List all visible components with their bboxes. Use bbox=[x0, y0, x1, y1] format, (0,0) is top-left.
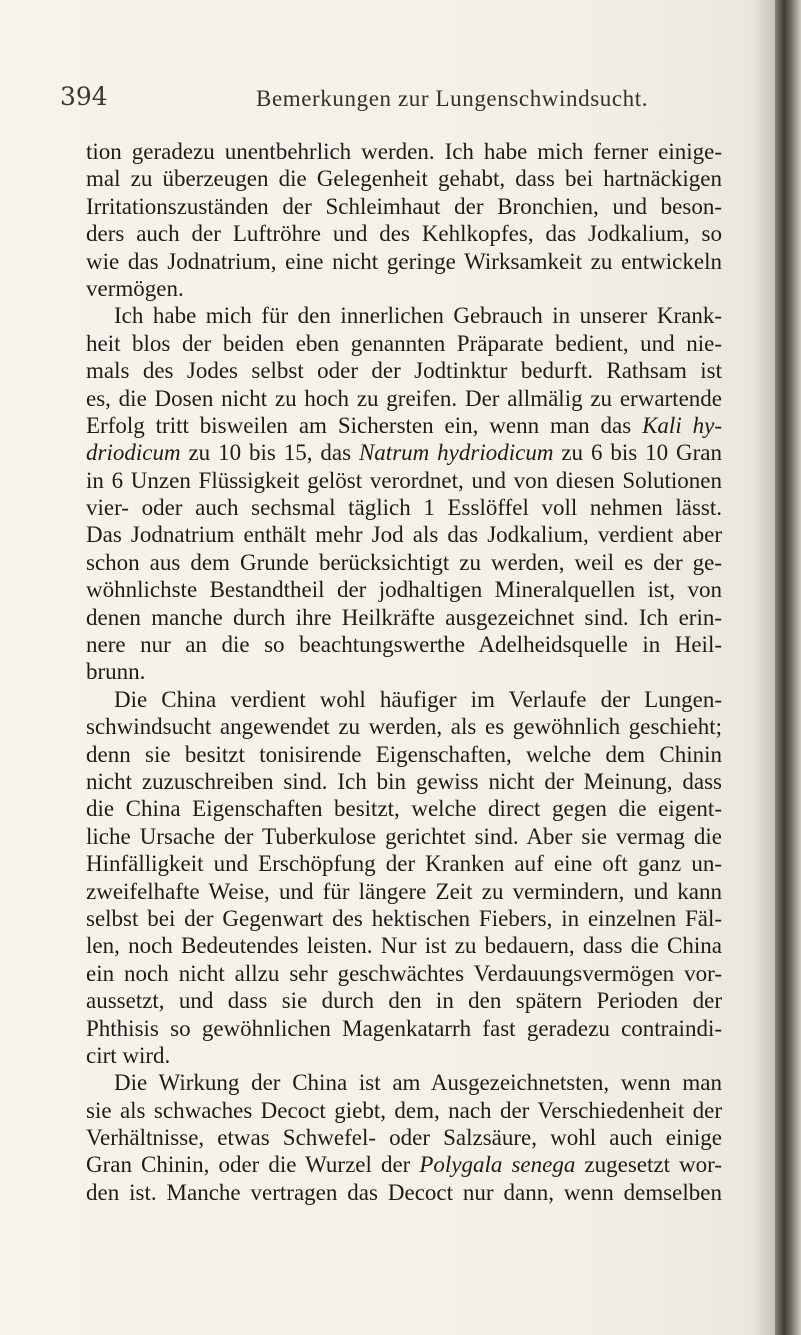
line-text: zugesetzt wor- bbox=[575, 1152, 722, 1178]
text-line bbox=[86, 330, 722, 357]
line-text: brunn. bbox=[86, 659, 146, 685]
text-line bbox=[86, 1151, 722, 1178]
line-text: vier- oder auch sechsmal täglich 1 Esslöffel voll nehmen lässt. bbox=[86, 495, 722, 521]
text-line bbox=[86, 467, 722, 494]
text-line bbox=[86, 686, 722, 713]
text-line bbox=[86, 658, 722, 685]
line-text: zweifelhafte Weise, und für längere Zeit zu vermindern, und kann bbox=[86, 878, 722, 904]
line-text: sie als schwaches Decoct giebt, dem, nach der Verschiedenheit der bbox=[86, 1097, 722, 1123]
text-line bbox=[86, 713, 722, 740]
line-text: cirt wird. bbox=[86, 1042, 171, 1068]
line-text: schwindsucht angewendet zu werden, als es gewöhnlich geschieht; bbox=[86, 714, 722, 740]
line-text: Verhältnisse, etwas Schwefel- oder Salzsäure, wohl auch einige bbox=[86, 1125, 722, 1151]
line-text: zu 10 bis 15, das bbox=[180, 440, 359, 466]
text-line bbox=[86, 823, 722, 850]
text-line bbox=[86, 357, 722, 384]
page-number: 394 bbox=[60, 82, 108, 111]
binding-shadow bbox=[753, 0, 775, 1335]
text-line bbox=[86, 905, 722, 932]
text-line bbox=[86, 795, 722, 822]
text-line bbox=[86, 1015, 722, 1042]
text-line bbox=[86, 1179, 722, 1206]
text-line bbox=[86, 549, 722, 576]
italic-term: driodicum bbox=[86, 440, 181, 466]
line-text: Ich habe mich für den innerlichen Gebrauch in unserer Krank- bbox=[114, 303, 722, 329]
text-line bbox=[86, 987, 722, 1014]
text-line bbox=[86, 768, 722, 795]
text-line bbox=[86, 439, 722, 466]
text-line bbox=[86, 604, 722, 631]
text-line bbox=[86, 302, 722, 329]
binding-edge bbox=[775, 0, 801, 1335]
text-line bbox=[86, 193, 722, 220]
page-header bbox=[60, 82, 710, 114]
line-text: liche Ursache der Tuberkulose gerichtet sind. Aber sie vermag die bbox=[86, 823, 722, 849]
line-text: wie das Jodnatrium, eine nicht geringe Wirksamkeit zu entwickeln bbox=[86, 248, 722, 274]
text-line bbox=[86, 631, 722, 658]
line-text: Die Wirkung der China ist am Ausgezeichnetsten, wenn man bbox=[114, 1070, 722, 1096]
text-line bbox=[86, 412, 722, 439]
text-line bbox=[86, 1042, 722, 1069]
line-text: aussetzt, und dass sie durch den in den spätern Perioden der bbox=[86, 988, 722, 1014]
line-text: schon aus dem Grunde berücksichtigt zu werden, weil es der ge- bbox=[86, 549, 722, 575]
running-head: Bemerkungen zur Lungenschwindsucht. bbox=[256, 86, 649, 111]
italic-term: Natrum hydriodicum bbox=[358, 440, 554, 466]
line-text: es, die Dosen nicht zu hoch zu greifen. Der allmälig zu erwartende bbox=[86, 385, 722, 411]
line-text: Phthisis so gewöhnlichen Magenkatarrh fast geradezu contraindi- bbox=[86, 1015, 722, 1041]
text-line bbox=[86, 576, 722, 603]
line-text: denn sie besitzt tonisirende Eigenschaften, welche dem Chinin bbox=[86, 741, 722, 767]
text-line bbox=[86, 521, 722, 548]
line-text: in 6 Unzen Flüssigkeit gelöst verordnet, und von diesen Solutionen bbox=[86, 467, 722, 493]
text-line bbox=[86, 878, 722, 905]
text-line bbox=[86, 494, 722, 521]
line-text: wöhnlichste Bestandtheil der jodhaltigen Mineralquellen ist, von bbox=[86, 577, 722, 603]
italic-term: Kali hy- bbox=[642, 412, 722, 438]
line-text: mal zu überzeugen die Gelegenheit gehabt, dass bei hartnäckigen bbox=[86, 166, 722, 192]
line-text: ders auch der Luftröhre und des Kehlkopfes, das Jodkalium, so bbox=[86, 221, 722, 247]
line-text: Das Jodnatrium enthält mehr Jod als das Jodkalium, verdient aber bbox=[86, 522, 722, 548]
line-text: heit blos der beiden eben genannten Präparate bedient, und nie- bbox=[86, 330, 722, 356]
text-line bbox=[86, 1124, 722, 1151]
line-text: den ist. Manche vertragen das Decoct nur dann, wenn demselben bbox=[86, 1179, 722, 1205]
text-line bbox=[86, 220, 722, 247]
line-text: denen manche durch ihre Heilkräfte ausgezeichnet sind. Ich erin- bbox=[86, 604, 722, 630]
line-text: die China Eigenschaften besitzt, welche direct gegen die eigent- bbox=[86, 796, 722, 822]
line-text: selbst bei der Gegenwart des hektischen Fiebers, in einzelnen Fäl- bbox=[86, 905, 722, 931]
text-line bbox=[86, 248, 722, 275]
text-line bbox=[86, 1097, 722, 1124]
line-text: zu 6 bis 10 Gran bbox=[553, 440, 722, 466]
line-text: Die China verdient wohl häufiger im Verlaufe der Lungen- bbox=[114, 686, 722, 712]
text-line bbox=[86, 741, 722, 768]
text-line bbox=[86, 932, 722, 959]
text-line bbox=[86, 165, 722, 192]
line-text: len, noch Bedeutendes leisten. Nur ist zu bedauern, dass die China bbox=[86, 933, 722, 959]
line-text: Hinfälligkeit und Erschöpfung der Kranken auf eine oft ganz un- bbox=[86, 851, 722, 877]
line-text: nicht zuzuschreiben sind. Ich bin gewiss nicht der Meinung, dass bbox=[86, 768, 722, 794]
text-line bbox=[86, 385, 722, 412]
body-text bbox=[86, 138, 722, 1206]
line-text: nere nur an die so beachtungswerthe Adelheidsquelle in Heil- bbox=[86, 632, 722, 658]
text-line bbox=[86, 275, 722, 302]
line-text: Gran Chinin, oder die Wurzel der bbox=[86, 1152, 420, 1178]
line-text: mals des Jodes selbst oder der Jodtinktur bedurft. Rathsam ist bbox=[86, 358, 722, 384]
line-text: Erfolg tritt bisweilen am Sichersten ein, wenn man das bbox=[86, 412, 643, 438]
italic-term: Polygala senega bbox=[419, 1152, 576, 1178]
line-text: vermögen. bbox=[86, 275, 184, 301]
text-line bbox=[86, 850, 722, 877]
text-line bbox=[86, 960, 722, 987]
line-text: ein noch nicht allzu sehr geschwächtes Verdauungsvermögen vor- bbox=[86, 960, 722, 986]
text-line bbox=[86, 138, 722, 165]
line-text: Irritationszuständen der Schleimhaut der Bronchien, und beson- bbox=[86, 193, 722, 219]
text-line bbox=[86, 1069, 722, 1096]
line-text: tion geradezu unentbehrlich werden. Ich habe mich ferner einige- bbox=[86, 139, 722, 164]
